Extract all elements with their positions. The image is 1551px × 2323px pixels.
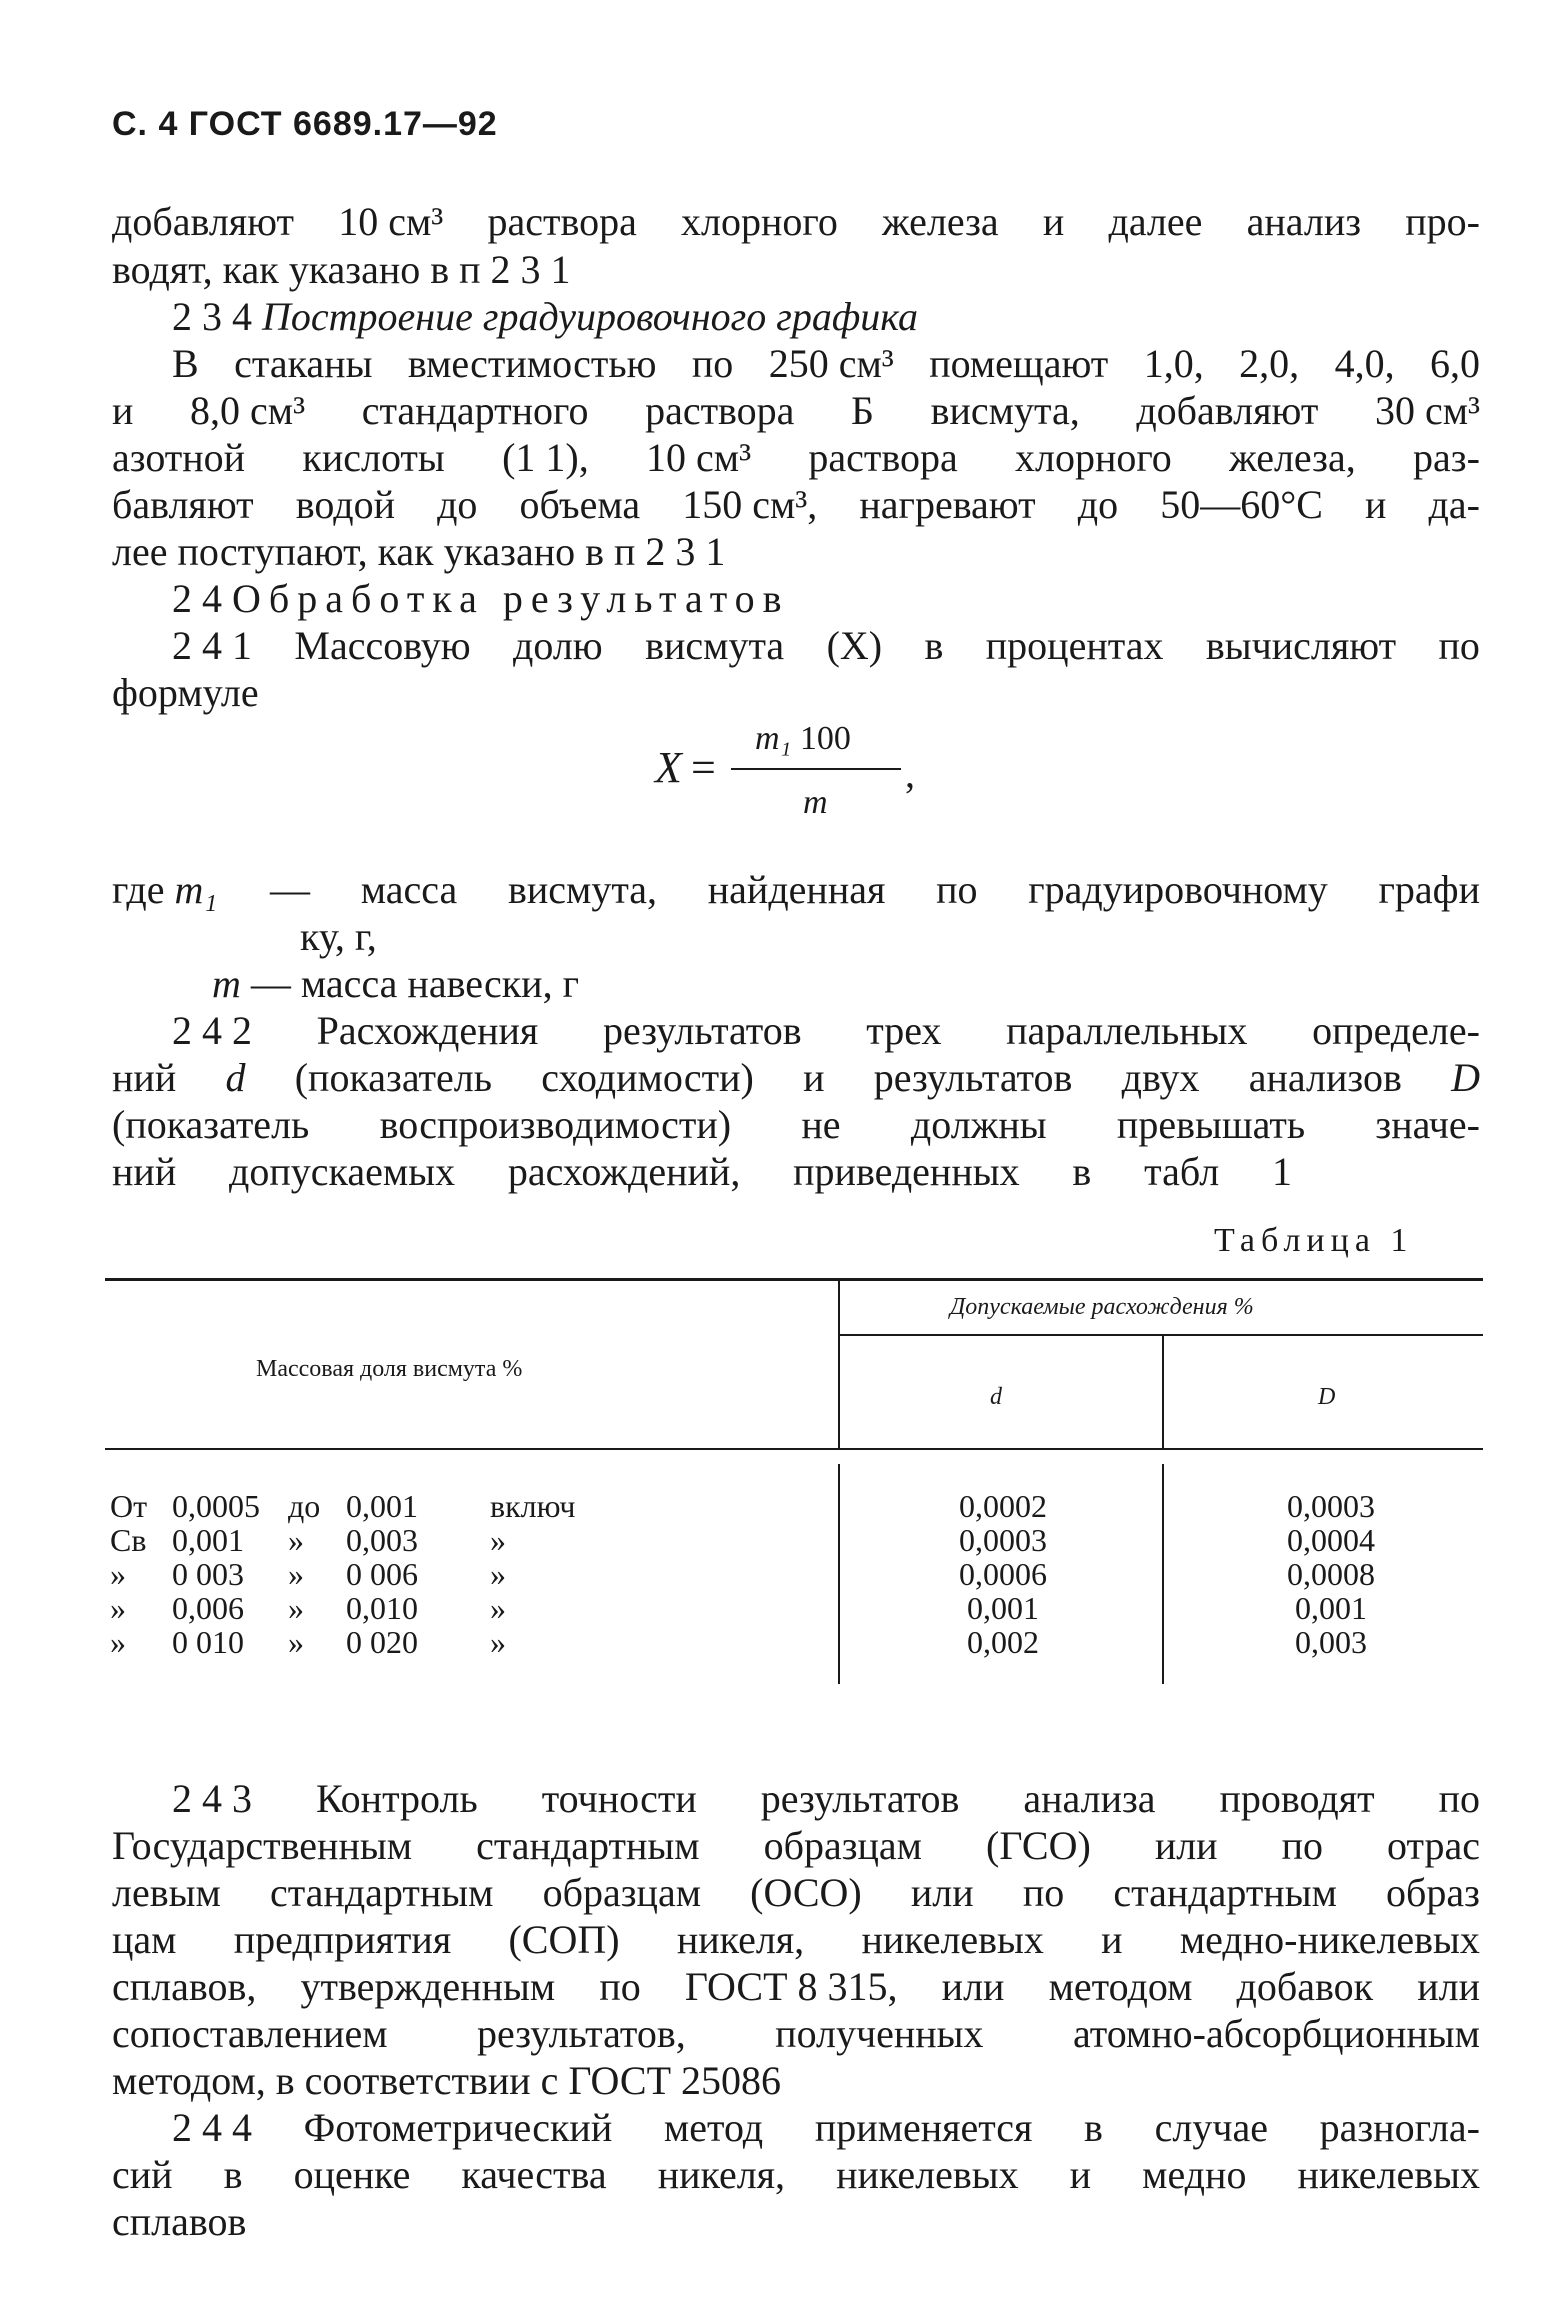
word: в <box>223 2152 243 2197</box>
word: градуировочному <box>1028 867 1328 912</box>
word: процентах <box>985 623 1164 668</box>
word: или <box>910 1870 974 1915</box>
word: образцам <box>542 1870 702 1915</box>
word: случае <box>1154 2105 1268 2150</box>
fraction-bar <box>731 768 901 770</box>
word: левым <box>112 1870 221 1915</box>
word: применяется <box>814 2105 1033 2150</box>
word: висмута, <box>507 867 658 912</box>
word: нагревают <box>859 482 1036 527</box>
word: (показатель <box>294 1055 492 1100</box>
text-line: водят, как указано в п 2 3 1 <box>112 247 571 292</box>
word: разногла- <box>1319 2105 1480 2150</box>
word: проводят <box>1219 1776 1375 1821</box>
word: значе- <box>1375 1102 1480 1147</box>
table-row <box>110 1590 540 1626</box>
text-line <box>112 387 1480 435</box>
range-from: 0 010 <box>172 1624 244 1660</box>
range-p: » <box>110 1556 126 1592</box>
word: методом <box>1048 1964 1193 2009</box>
range-from: 0 003 <box>172 1556 244 1592</box>
text-line <box>172 1007 1480 1055</box>
section-title: Обработка результатов <box>232 576 790 621</box>
word: железа <box>882 199 999 244</box>
formula <box>655 720 955 840</box>
range-to: 0,010 <box>346 1590 418 1626</box>
word: D <box>1451 1055 1480 1100</box>
range-p: » <box>110 1624 126 1660</box>
section-title: Построение градуировочного графика <box>262 294 918 339</box>
word: превышать <box>1116 1102 1306 1147</box>
range-p: » <box>110 1590 126 1626</box>
word: графи <box>1378 867 1480 912</box>
table-vrule-mid <box>1162 1336 1164 1448</box>
word: по <box>1281 1823 1323 1868</box>
text-line <box>172 622 1480 670</box>
word: 50—60°С <box>1160 482 1323 527</box>
word: хлорного <box>1015 435 1172 480</box>
word: 2 4 2 <box>172 1008 252 1053</box>
word: да- <box>1428 482 1480 527</box>
word: или <box>1417 1964 1480 2009</box>
word: по <box>599 1964 641 2009</box>
word: 4,0, <box>1334 341 1395 386</box>
word: 2 4 1 <box>172 623 252 668</box>
variable-m1: m₁ <box>174 867 218 912</box>
where-line <box>212 960 579 1008</box>
table-cell-D: 0,003 <box>1295 1624 1367 1660</box>
word: добавляют <box>112 199 295 244</box>
table-header-rule <box>105 1448 1483 1450</box>
word: никелевых <box>1297 2152 1480 2197</box>
formula-num-const: 100 <box>799 720 851 757</box>
word: хлорного <box>681 199 838 244</box>
word: в <box>924 623 944 668</box>
range-mid: » <box>288 1522 304 1558</box>
word: воспроизводимости) <box>379 1102 732 1147</box>
word: никелевых <box>836 2152 1019 2197</box>
table-cell-D: 0,001 <box>1295 1590 1367 1626</box>
table-cell-d: 0,001 <box>967 1590 1039 1626</box>
word: 1 <box>1271 1149 1292 1194</box>
where-text: — масса навески, г <box>250 961 579 1006</box>
text-line <box>112 1822 1480 1870</box>
word: Фотометрический <box>303 2105 613 2150</box>
word: В <box>172 341 199 386</box>
table-cell-D: 0,0008 <box>1287 1556 1375 1592</box>
word: табл <box>1144 1149 1220 1194</box>
word: долю <box>513 623 603 668</box>
text-line <box>112 1963 1480 2011</box>
word: утвержденным <box>300 1964 556 2009</box>
word: цам <box>112 1917 177 1962</box>
word: добавок <box>1236 1964 1374 2009</box>
table-vrule-mid-body <box>1162 1464 1164 1684</box>
table-header-mass: Массовая доля висмута % <box>256 1356 523 1382</box>
word: и <box>1101 1917 1123 1962</box>
word: предприятия <box>233 1917 452 1962</box>
range-mid: » <box>288 1624 304 1660</box>
word: анализа <box>1023 1776 1156 1821</box>
table-top-rule <box>105 1278 1483 1281</box>
text-line <box>112 1054 1480 1102</box>
text-line <box>112 198 1480 246</box>
table-cell-D: 0,0004 <box>1287 1522 1375 1558</box>
formula-num-var: m₁ <box>755 720 792 757</box>
word: стандартным <box>1113 1870 1337 1915</box>
range-mid: » <box>288 1556 304 1592</box>
range-mid: » <box>288 1590 304 1626</box>
word: результатов <box>602 1008 802 1053</box>
word: анализ <box>1246 199 1362 244</box>
table-header-D: D <box>1318 1384 1336 1410</box>
formula-comma: , <box>905 751 915 796</box>
word: сий <box>112 2152 173 2197</box>
word: по <box>1438 1776 1480 1821</box>
table-caption: Таблица 1 <box>1214 1222 1414 1259</box>
text-line <box>112 481 1480 529</box>
range-from: 0,001 <box>172 1522 244 1558</box>
word: в <box>1084 2105 1103 2150</box>
where-lead <box>112 866 217 914</box>
text-line <box>112 1869 1480 1917</box>
word: раствора <box>808 435 958 480</box>
word: (X) <box>826 623 883 668</box>
word: азотной <box>112 435 246 480</box>
table-row <box>110 1624 540 1660</box>
word: ГОСТ 8 315, <box>684 1964 898 2009</box>
text-line <box>270 866 1480 914</box>
word: и <box>803 1055 825 1100</box>
word: 10 см³ <box>338 199 444 244</box>
word: медно <box>1142 2152 1247 2197</box>
range-tail: » <box>490 1522 506 1558</box>
text-line <box>172 340 1480 388</box>
formula-equals: = <box>691 743 716 792</box>
range-to: 0 006 <box>346 1556 418 1592</box>
word: раз- <box>1413 435 1480 480</box>
word: результатов, <box>477 2011 686 2056</box>
word: или <box>941 1964 1005 2009</box>
word: анализов <box>1248 1055 1402 1100</box>
text-line: методом, в соответствии с ГОСТ 25086 <box>112 2058 782 2103</box>
text-line <box>112 1148 1292 1196</box>
table-row <box>110 1488 576 1524</box>
word: образ <box>1386 1870 1480 1915</box>
word: атомно-абсорбционным <box>1073 2011 1480 2056</box>
text-line <box>112 2010 1480 2058</box>
word: — <box>270 867 310 912</box>
word: сопоставлением <box>112 2011 388 2056</box>
word: добавляют <box>1136 388 1319 433</box>
text-line: ку, г, <box>300 914 377 959</box>
word: помещают <box>929 341 1109 386</box>
word: двух <box>1121 1055 1200 1100</box>
range-p: Св <box>110 1522 147 1558</box>
word: никелевых <box>861 1917 1044 1962</box>
word: точности <box>541 1776 697 1821</box>
word: вычисляют <box>1205 623 1397 668</box>
word: не <box>801 1102 841 1147</box>
word: ний <box>112 1055 177 1100</box>
word: стандартным <box>476 1823 700 1868</box>
word: 6,0 <box>1429 341 1480 386</box>
formula-denominator: m <box>803 784 828 821</box>
range-tail: » <box>490 1624 506 1660</box>
word: кислоты <box>302 435 445 480</box>
formula-lhs: X <box>655 743 682 792</box>
word: Государственным <box>112 1823 413 1868</box>
table-cell-d: 0,0002 <box>959 1488 1047 1524</box>
formula-numerator <box>755 720 851 758</box>
word: объема <box>519 482 641 527</box>
word: в <box>1072 1149 1092 1194</box>
word: результатов <box>873 1055 1073 1100</box>
word: d <box>225 1055 246 1100</box>
word: 8,0 см³ <box>190 388 306 433</box>
word: ний <box>112 1149 177 1194</box>
word: до <box>437 482 478 527</box>
section-heading <box>172 293 918 341</box>
word: (ОСО) <box>750 1870 862 1915</box>
table-header-d: d <box>990 1384 1002 1410</box>
word: 10 см³ <box>646 435 752 480</box>
text-line: формуле <box>112 670 259 715</box>
word: оценке <box>293 2152 411 2197</box>
table-vrule-left-body <box>838 1464 840 1684</box>
word: по <box>936 867 978 912</box>
word: стандартным <box>269 1870 494 1915</box>
word: 150 см³, <box>682 482 818 527</box>
word: и <box>1069 2152 1092 2197</box>
table-cell-d: 0,002 <box>967 1624 1039 1660</box>
word: стаканы <box>234 341 373 386</box>
word: масса <box>360 867 458 912</box>
word: стандартного <box>361 388 589 433</box>
word: висмута <box>645 623 785 668</box>
word: до <box>1077 482 1119 527</box>
text-line <box>112 1916 1480 1964</box>
range-mid: до <box>288 1488 321 1524</box>
word: вместимостью <box>407 341 657 386</box>
table-row <box>110 1522 540 1558</box>
word: (ГСО) <box>986 1823 1091 1868</box>
word: сплавов, <box>112 1964 257 2009</box>
text-line: лее поступают, как указано в п 2 3 1 <box>112 529 726 574</box>
word: Б <box>851 388 874 433</box>
word: Массовую <box>294 623 471 668</box>
word: по <box>691 341 734 386</box>
word: образцам <box>763 1823 922 1868</box>
range-tail: » <box>490 1556 506 1592</box>
word: полученных <box>775 2011 984 2056</box>
word: или <box>1154 1823 1218 1868</box>
word: и <box>1042 199 1065 244</box>
word: расхождений, <box>507 1149 741 1194</box>
text-line <box>172 2104 1480 2152</box>
word: раствора <box>645 388 795 433</box>
page-header: С. 4 ГОСТ 6689.17—92 <box>112 105 498 143</box>
range-tail: » <box>490 1590 506 1626</box>
word: железа, <box>1229 435 1356 480</box>
table-cell-D: 0,0003 <box>1287 1488 1375 1524</box>
word: Расхождения <box>316 1008 539 1053</box>
word: (1 1), <box>502 435 589 480</box>
range-from: 0,006 <box>172 1590 244 1626</box>
variable-m: m <box>212 961 241 1006</box>
range-from: 0,0005 <box>172 1488 260 1524</box>
word: допускаемых <box>229 1149 456 1194</box>
word: по <box>1022 1870 1065 1915</box>
word: сходимости) <box>541 1055 754 1100</box>
word: приведенных <box>793 1149 1020 1194</box>
word: никеля, <box>676 1917 805 1962</box>
word: трех <box>866 1008 942 1053</box>
range-to: 0,003 <box>346 1522 418 1558</box>
text-line: сплавов <box>112 2199 247 2244</box>
word: 250 см³ <box>768 341 894 386</box>
section-number: 2 4 <box>172 576 222 621</box>
table-header-group: Допускаемые расхождения % <box>950 1294 1254 1320</box>
word: медно-никелевых <box>1179 1917 1480 1962</box>
table-cell-d: 0,0006 <box>959 1556 1047 1592</box>
word: Контроль <box>315 1776 478 1821</box>
word: висмута, <box>930 388 1080 433</box>
word: должны <box>910 1102 1047 1147</box>
table-cell-d: 0,0003 <box>959 1522 1047 1558</box>
word: 30 см³ <box>1374 388 1480 433</box>
range-to: 0,001 <box>346 1488 418 1524</box>
word: 1,0, <box>1143 341 1204 386</box>
where-word: где <box>112 867 165 912</box>
word: и <box>112 388 134 433</box>
word: параллельных <box>1006 1008 1248 1053</box>
text-line <box>112 434 1480 482</box>
table-row <box>110 1556 540 1592</box>
range-tail: включ <box>490 1488 576 1524</box>
word: далее <box>1108 199 1203 244</box>
word: бавляют <box>112 482 254 527</box>
word: раствора <box>487 199 637 244</box>
word: 2 4 4 <box>172 2105 252 2150</box>
text-line <box>112 2151 1480 2199</box>
text-line <box>112 1101 1480 1149</box>
text-line <box>172 1775 1480 1823</box>
word: по <box>1438 623 1480 668</box>
word: водой <box>295 482 395 527</box>
word: (СОП) <box>508 1917 620 1962</box>
word: про- <box>1405 199 1480 244</box>
word: и <box>1364 482 1387 527</box>
word: 2 4 3 <box>172 1776 252 1821</box>
word: метод <box>663 2105 764 2150</box>
section-heading <box>172 575 790 623</box>
table-vrule-left <box>838 1281 840 1448</box>
word: 2,0, <box>1239 341 1300 386</box>
word: никеля, <box>657 2152 786 2197</box>
range-to: 0 020 <box>346 1624 418 1660</box>
word: результатов <box>760 1776 960 1821</box>
word: отрас <box>1387 1823 1480 1868</box>
word: (показатель <box>112 1102 310 1147</box>
word: определе- <box>1312 1008 1480 1053</box>
word: качества <box>461 2152 607 2197</box>
section-number: 2 3 4 <box>172 294 252 339</box>
word: найденная <box>707 867 886 912</box>
range-p: От <box>110 1488 148 1524</box>
